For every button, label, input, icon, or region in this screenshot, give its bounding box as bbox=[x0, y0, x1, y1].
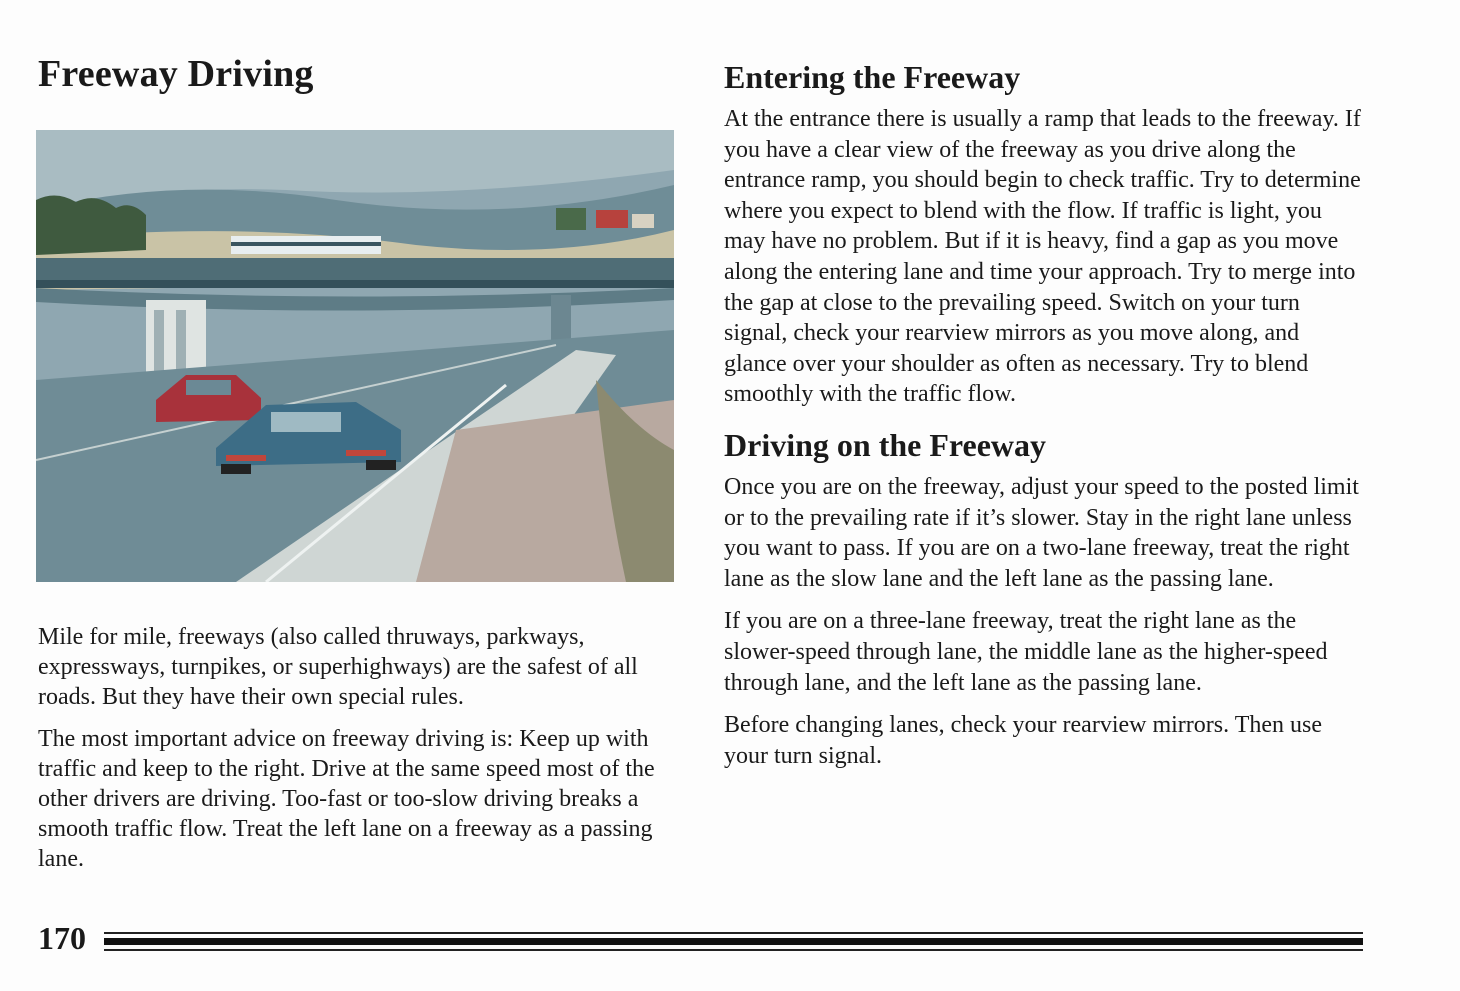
section-heading: Entering the Freeway bbox=[724, 59, 1021, 95]
section-driving-on-freeway bbox=[724, 426, 1364, 771]
section-entering-freeway bbox=[724, 58, 1364, 410]
page-number: 170 bbox=[38, 920, 86, 956]
paragraph: Once you are on the freeway, adjust your speed to the posted limit or to the prevailing rate if it’s slower. Stay in the right lane unless you want to pass. If you are on a two-lane freeway, treat the right lane as the slow lane and the left lane as the passing lane. bbox=[724, 473, 1359, 592]
paragraph: The most important advice on freeway driving is: Keep up with traffic and keep to the right. Drive at the same speed most of the other drivers are driving. Too-fast or too-slow driving breaks a smooth traffic flow. Treat the left lane on a freeway as a passing lane. bbox=[38, 726, 655, 872]
page-title: Freeway Driving bbox=[38, 53, 314, 95]
footer-rule bbox=[104, 932, 1363, 934]
footer-rule bbox=[104, 949, 1363, 951]
section-heading: Driving on the Freeway bbox=[724, 426, 1047, 463]
paragraph: Mile for mile, freeways (also called thruways, parkways, expressways, turnpikes, or superhighways) are the safest of all roads. But they have their own special rules. bbox=[38, 624, 638, 710]
left-column-text bbox=[38, 622, 668, 886]
paragraph: Before changing lanes, check your rearview mirrors. Then use your turn signal. bbox=[724, 712, 1322, 769]
page-footer bbox=[38, 918, 1363, 958]
freeway-overpass-illustration bbox=[36, 130, 674, 582]
footer-rule-thick bbox=[104, 938, 1363, 945]
paragraph: If you are on a three-lane freeway, treat the right lane as the slower-speed through lane, the middle lane as the higher-speed through lane, and the left lane as the passing lane. bbox=[724, 608, 1328, 696]
right-column bbox=[724, 58, 1364, 783]
paragraph: At the entrance there is usually a ramp that leads to the freeway. If you have a clear view of the freeway as you drive along the entrance ramp, you should begin to check traffic. Try to determine where you expect to blend with the flow. If traffic is light, you may have no problem. But if it is heavy, find a gap as you move along the entering lane and time your approach. Try to merge into the gap at close to the prevailing speed. Switch on your turn signal, check your rearview mirrors as you move along, and glance over your shoulder as often as necessary. Try to blend smoothly with the traffic flow. bbox=[724, 106, 1361, 408]
